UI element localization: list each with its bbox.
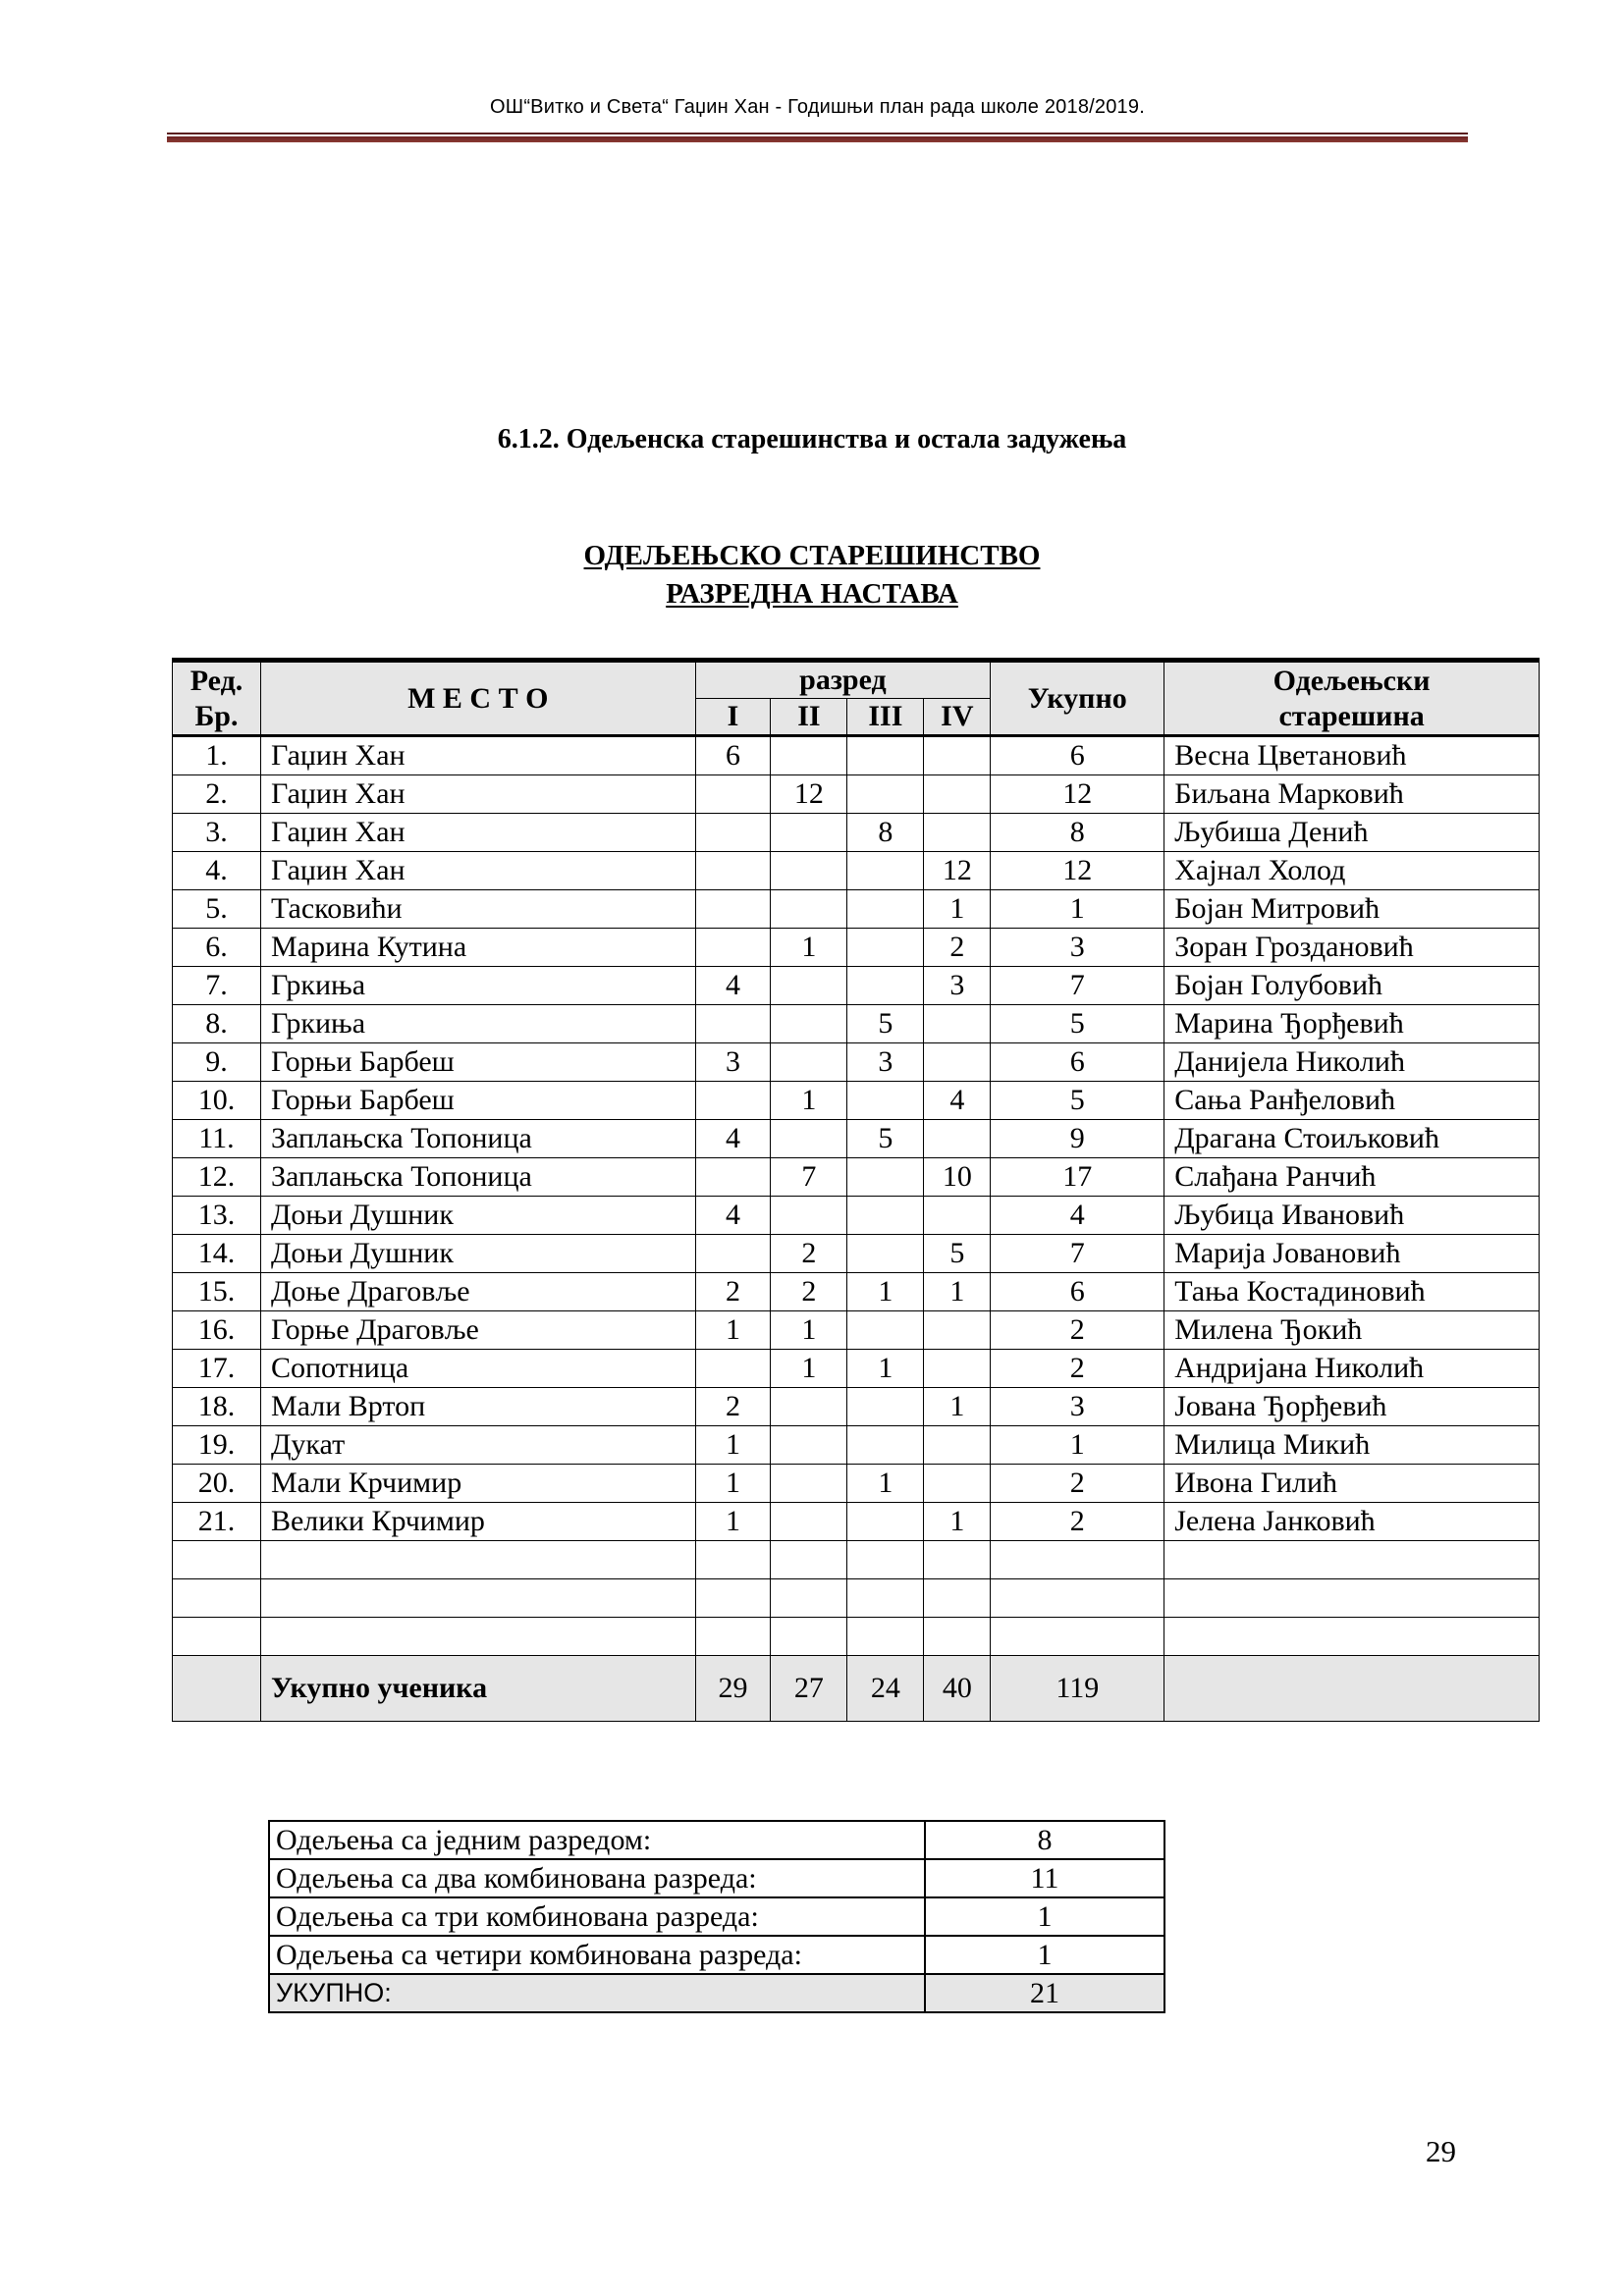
cell-grade-3	[847, 1197, 924, 1235]
cell-grade-1: 1	[695, 1465, 771, 1503]
cell-grade-2	[771, 1005, 847, 1043]
cell-teacher: Хајнал Холод	[1164, 852, 1540, 890]
cell-teacher: Бојан Голубовић	[1164, 967, 1540, 1005]
cell-grade-1	[695, 1235, 771, 1273]
cell-place: Заплањска Топоница	[260, 1158, 695, 1197]
cell-grade-2: 1	[771, 1082, 847, 1120]
cell-teacher: Слађана Ранчић	[1164, 1158, 1540, 1197]
cell-grade-4: 1	[924, 1388, 991, 1426]
cell-grade-4: 5	[924, 1235, 991, 1273]
cell-grade-2	[771, 1503, 847, 1541]
cell-grade-1	[695, 1350, 771, 1388]
empty-cell	[1164, 1579, 1540, 1618]
cell-grade-1	[695, 1005, 771, 1043]
total-grade-3: 24	[847, 1656, 924, 1722]
cell-row-number: 7.	[173, 967, 261, 1005]
cell-grade-3	[847, 890, 924, 929]
cell-grade-3: 1	[847, 1273, 924, 1311]
cell-grade-4	[924, 1350, 991, 1388]
cell-grade-3	[847, 1503, 924, 1541]
table-row	[173, 1388, 1540, 1426]
summary-row	[269, 1936, 1164, 1974]
cell-teacher: Јелена Јанковић	[1164, 1503, 1540, 1541]
table-row	[173, 1120, 1540, 1158]
empty-row	[173, 1618, 1540, 1656]
cell-grade-3	[847, 1388, 924, 1426]
cell-teacher: Весна Цветановић	[1164, 736, 1540, 775]
total-grade-2: 27	[771, 1656, 847, 1722]
cell-total: 2	[991, 1465, 1164, 1503]
cell-row-number: 3.	[173, 814, 261, 852]
running-header: ОШ“Витко и Света“ Гаџин Хан - Годишњи план рада школе 2018/2019.	[490, 96, 1145, 118]
cell-grade-3	[847, 1235, 924, 1273]
cell-teacher: Јована Ђорђевић	[1164, 1388, 1540, 1426]
cell-grade-4	[924, 1043, 991, 1082]
total-teacher-empty	[1164, 1656, 1540, 1722]
cell-grade-4	[924, 775, 991, 814]
total-row	[173, 1656, 1540, 1722]
cell-row-number: 13.	[173, 1197, 261, 1235]
table-row	[173, 1350, 1540, 1388]
table-row	[173, 1082, 1540, 1120]
total-grade-4: 40	[924, 1656, 991, 1722]
empty-cell	[260, 1579, 695, 1618]
cell-teacher: Сања Ранђеловић	[1164, 1082, 1540, 1120]
cell-row-number: 19.	[173, 1426, 261, 1465]
cell-grade-1: 2	[695, 1273, 771, 1311]
empty-cell	[847, 1618, 924, 1656]
cell-grade-4	[924, 736, 991, 775]
cell-total: 3	[991, 929, 1164, 967]
cell-grade-2: 7	[771, 1158, 847, 1197]
table-row	[173, 1465, 1540, 1503]
cell-total: 1	[991, 890, 1164, 929]
header-row-number	[173, 661, 261, 736]
empty-row	[173, 1541, 1540, 1579]
cell-grade-3: 1	[847, 1350, 924, 1388]
cell-grade-1: 4	[695, 1120, 771, 1158]
cell-grade-4	[924, 1197, 991, 1235]
cell-place: Гаџин Хан	[260, 852, 695, 890]
cell-teacher: Љубица Ивановић	[1164, 1197, 1540, 1235]
cell-place: Горњи Барбеш	[260, 1043, 695, 1082]
empty-cell	[924, 1579, 991, 1618]
total-empty-cell	[173, 1656, 261, 1722]
summary-value: 11	[925, 1859, 1164, 1897]
class-type-summary-table	[268, 1820, 1165, 2013]
table-row	[173, 1197, 1540, 1235]
cell-grade-3	[847, 1158, 924, 1197]
cell-total: 6	[991, 1273, 1164, 1311]
cell-grade-1: 2	[695, 1388, 771, 1426]
header-grade-3: III	[847, 699, 924, 736]
header-grade-group: разред	[695, 661, 991, 699]
cell-grade-3: 1	[847, 1465, 924, 1503]
cell-grade-4: 2	[924, 929, 991, 967]
empty-cell	[173, 1618, 261, 1656]
document-title-line1: ОДЕЉЕЊСКО СТАРЕШИНСТВО	[583, 540, 1041, 571]
empty-cell	[924, 1618, 991, 1656]
cell-grade-2	[771, 852, 847, 890]
cell-grade-2: 2	[771, 1273, 847, 1311]
cell-grade-1: 1	[695, 1426, 771, 1465]
cell-row-number: 8.	[173, 1005, 261, 1043]
table-row	[173, 1311, 1540, 1350]
cell-grade-3: 5	[847, 1120, 924, 1158]
cell-place: Сопотница	[260, 1350, 695, 1388]
cell-total: 2	[991, 1350, 1164, 1388]
empty-cell	[1164, 1618, 1540, 1656]
cell-place: Доњи Душник	[260, 1197, 695, 1235]
header-teacher-line1: Одељењски	[1272, 664, 1431, 697]
cell-row-number: 10.	[173, 1082, 261, 1120]
cell-grade-2	[771, 1426, 847, 1465]
cell-grade-1: 1	[695, 1311, 771, 1350]
empty-cell	[260, 1618, 695, 1656]
cell-row-number: 6.	[173, 929, 261, 967]
cell-grade-3: 5	[847, 1005, 924, 1043]
empty-cell	[1164, 1541, 1540, 1579]
cell-grade-3	[847, 967, 924, 1005]
table-row	[173, 852, 1540, 890]
total-sum: 119	[991, 1656, 1164, 1722]
empty-cell	[771, 1541, 847, 1579]
cell-grade-3	[847, 929, 924, 967]
cell-row-number: 14.	[173, 1235, 261, 1273]
header-rule	[167, 132, 1468, 143]
cell-grade-2	[771, 1043, 847, 1082]
summary-label: УКУПНО:	[269, 1974, 925, 2012]
cell-place: Гркиња	[260, 1005, 695, 1043]
cell-grade-4	[924, 1465, 991, 1503]
cell-grade-4: 1	[924, 890, 991, 929]
header-total: Укупно	[991, 661, 1164, 736]
cell-grade-1	[695, 1082, 771, 1120]
cell-total: 6	[991, 736, 1164, 775]
table-row	[173, 775, 1540, 814]
cell-place: Горњи Барбеш	[260, 1082, 695, 1120]
total-label: Укупно ученика	[260, 1656, 695, 1722]
cell-grade-3	[847, 1082, 924, 1120]
cell-grade-1	[695, 814, 771, 852]
cell-grade-1: 6	[695, 736, 771, 775]
cell-row-number: 18.	[173, 1388, 261, 1426]
cell-grade-3: 3	[847, 1043, 924, 1082]
page-number: 29	[1426, 2134, 1456, 2168]
cell-grade-2	[771, 890, 847, 929]
cell-row-number: 4.	[173, 852, 261, 890]
cell-grade-4	[924, 1005, 991, 1043]
empty-cell	[991, 1579, 1164, 1618]
empty-cell	[771, 1579, 847, 1618]
cell-teacher: Тања Костадиновић	[1164, 1273, 1540, 1311]
cell-row-number: 5.	[173, 890, 261, 929]
cell-grade-2	[771, 1388, 847, 1426]
cell-total: 5	[991, 1082, 1164, 1120]
cell-row-number: 12.	[173, 1158, 261, 1197]
cell-total: 12	[991, 775, 1164, 814]
cell-grade-2: 2	[771, 1235, 847, 1273]
empty-cell	[991, 1541, 1164, 1579]
cell-row-number: 11.	[173, 1120, 261, 1158]
cell-total: 7	[991, 967, 1164, 1005]
class-teachers-table	[172, 658, 1540, 1722]
cell-grade-4: 1	[924, 1273, 991, 1311]
cell-total: 17	[991, 1158, 1164, 1197]
cell-grade-4	[924, 814, 991, 852]
cell-total: 5	[991, 1005, 1164, 1043]
summary-value: 21	[925, 1974, 1164, 2012]
table-row	[173, 1158, 1540, 1197]
empty-cell	[695, 1579, 771, 1618]
cell-grade-2	[771, 967, 847, 1005]
header-place: М Е С Т О	[260, 661, 695, 736]
cell-place: Заплањска Топоница	[260, 1120, 695, 1158]
cell-row-number: 21.	[173, 1503, 261, 1541]
cell-teacher: Данијела Николић	[1164, 1043, 1540, 1082]
summary-label: Одељења са четири комбинована разреда:	[269, 1936, 925, 1974]
cell-grade-3	[847, 1426, 924, 1465]
cell-total: 4	[991, 1197, 1164, 1235]
cell-teacher: Бојан Митровић	[1164, 890, 1540, 929]
header-row-number-line1: Ред.	[189, 664, 244, 697]
cell-total: 6	[991, 1043, 1164, 1082]
cell-teacher: Зоран Гроздановић	[1164, 929, 1540, 967]
table-row	[173, 967, 1540, 1005]
cell-row-number: 17.	[173, 1350, 261, 1388]
cell-row-number: 20.	[173, 1465, 261, 1503]
cell-grade-2: 12	[771, 775, 847, 814]
cell-grade-4	[924, 1426, 991, 1465]
table-row	[173, 736, 1540, 775]
total-grade-1: 29	[695, 1656, 771, 1722]
cell-grade-1: 4	[695, 1197, 771, 1235]
header-row-number-line2: Бр.	[194, 699, 239, 732]
cell-place: Дукат	[260, 1426, 695, 1465]
cell-teacher: Љубиша Денић	[1164, 814, 1540, 852]
cell-teacher: Милица Микић	[1164, 1426, 1540, 1465]
table-row	[173, 890, 1540, 929]
cell-place: Тасковићи	[260, 890, 695, 929]
cell-row-number: 2.	[173, 775, 261, 814]
header-grade-4: IV	[924, 699, 991, 736]
cell-total: 9	[991, 1120, 1164, 1158]
summary-row	[269, 1897, 1164, 1936]
cell-grade-2	[771, 814, 847, 852]
cell-grade-3: 8	[847, 814, 924, 852]
cell-place: Велики Крчимир	[260, 1503, 695, 1541]
summary-label: Одељења са три комбинована разреда:	[269, 1897, 925, 1936]
cell-grade-3	[847, 775, 924, 814]
empty-cell	[173, 1541, 261, 1579]
summary-label: Одељења са једним разредом:	[269, 1821, 925, 1859]
table-row	[173, 1273, 1540, 1311]
cell-teacher: Марина Ђорђевић	[1164, 1005, 1540, 1043]
cell-place: Гркиња	[260, 967, 695, 1005]
header-teacher	[1164, 661, 1540, 736]
cell-grade-2: 1	[771, 929, 847, 967]
summary-row	[269, 1821, 1164, 1859]
cell-grade-1: 1	[695, 1503, 771, 1541]
empty-cell	[847, 1541, 924, 1579]
cell-grade-1	[695, 852, 771, 890]
empty-cell	[771, 1618, 847, 1656]
header-grade-1: I	[695, 699, 771, 736]
cell-grade-4: 1	[924, 1503, 991, 1541]
table-row	[173, 1426, 1540, 1465]
summary-row	[269, 1974, 1164, 2012]
summary-value: 1	[925, 1936, 1164, 1974]
summary-label: Одељења са два комбинована разреда:	[269, 1859, 925, 1897]
cell-total: 12	[991, 852, 1164, 890]
document-title-line2: РАЗРЕДНА НАСТАВА	[666, 578, 958, 610]
cell-grade-2	[771, 1197, 847, 1235]
cell-total: 1	[991, 1426, 1164, 1465]
cell-grade-1: 3	[695, 1043, 771, 1082]
table-row	[173, 1005, 1540, 1043]
cell-row-number: 1.	[173, 736, 261, 775]
empty-cell	[847, 1579, 924, 1618]
cell-grade-4: 12	[924, 852, 991, 890]
section-title: 6.1.2. Одељенска старешинства и остала задужења	[497, 424, 1127, 454]
cell-total: 3	[991, 1388, 1164, 1426]
cell-grade-2	[771, 1465, 847, 1503]
table-row	[173, 929, 1540, 967]
empty-cell	[695, 1541, 771, 1579]
cell-grade-1	[695, 929, 771, 967]
table-row	[173, 814, 1540, 852]
cell-grade-3	[847, 736, 924, 775]
cell-total: 2	[991, 1311, 1164, 1350]
cell-row-number: 16.	[173, 1311, 261, 1350]
empty-cell	[991, 1618, 1164, 1656]
cell-row-number: 15.	[173, 1273, 261, 1311]
cell-total: 8	[991, 814, 1164, 852]
empty-cell	[260, 1541, 695, 1579]
cell-teacher: Андријана Николић	[1164, 1350, 1540, 1388]
cell-teacher: Биљана Марковић	[1164, 775, 1540, 814]
cell-teacher: Милена Ђокић	[1164, 1311, 1540, 1350]
cell-total: 7	[991, 1235, 1164, 1273]
cell-grade-1: 4	[695, 967, 771, 1005]
empty-row	[173, 1579, 1540, 1618]
cell-place: Доњи Душник	[260, 1235, 695, 1273]
cell-grade-4: 4	[924, 1082, 991, 1120]
table-row	[173, 1043, 1540, 1082]
header-teacher-line2: старешина	[1278, 699, 1425, 732]
cell-teacher: Драгана Стоиљковић	[1164, 1120, 1540, 1158]
empty-cell	[173, 1579, 261, 1618]
cell-place: Гаџин Хан	[260, 814, 695, 852]
summary-row	[269, 1859, 1164, 1897]
cell-place: Горње Драговље	[260, 1311, 695, 1350]
cell-grade-2	[771, 1120, 847, 1158]
cell-grade-4	[924, 1120, 991, 1158]
cell-grade-1	[695, 890, 771, 929]
cell-grade-3	[847, 852, 924, 890]
cell-grade-4: 10	[924, 1158, 991, 1197]
cell-grade-1	[695, 1158, 771, 1197]
header-grade-2: II	[771, 699, 847, 736]
cell-grade-2: 1	[771, 1350, 847, 1388]
cell-place: Мали Крчимир	[260, 1465, 695, 1503]
cell-grade-4	[924, 1311, 991, 1350]
cell-grade-4: 3	[924, 967, 991, 1005]
cell-total: 2	[991, 1503, 1164, 1541]
empty-cell	[695, 1618, 771, 1656]
summary-value: 1	[925, 1897, 1164, 1936]
cell-row-number: 9.	[173, 1043, 261, 1082]
cell-grade-2: 1	[771, 1311, 847, 1350]
cell-place: Доње Драговље	[260, 1273, 695, 1311]
cell-teacher: Марија Јовановић	[1164, 1235, 1540, 1273]
cell-grade-1	[695, 775, 771, 814]
cell-teacher: Ивона Гилић	[1164, 1465, 1540, 1503]
cell-grade-2	[771, 736, 847, 775]
cell-place: Марина Кутина	[260, 929, 695, 967]
cell-place: Гаџин Хан	[260, 775, 695, 814]
cell-grade-3	[847, 1311, 924, 1350]
table-row	[173, 1503, 1540, 1541]
table-row	[173, 1235, 1540, 1273]
summary-value: 8	[925, 1821, 1164, 1859]
empty-cell	[924, 1541, 991, 1579]
cell-place: Гаџин Хан	[260, 736, 695, 775]
cell-place: Мали Вртоп	[260, 1388, 695, 1426]
